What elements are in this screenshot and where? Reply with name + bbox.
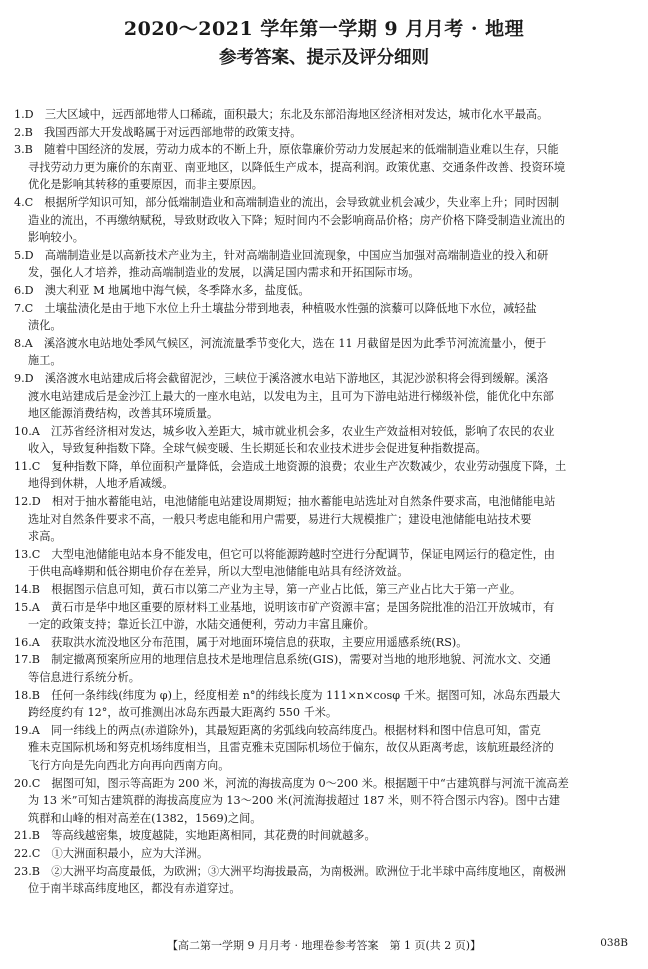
- answer-item: [14, 124, 640, 142]
- answer-item: [14, 458, 640, 493]
- answer-line: 14.B 根据图示信息可知，黄石市以第二产业为主导，第一产业占比低，第三产业占比大于第一产业。: [14, 583, 522, 597]
- answer-line: 飞行方向是先向西北方向再向西南方向。: [28, 758, 230, 772]
- answer-line: 16.A 获取洪水流没地区分布范围，属于对地面环境信息的获取，主要应用遥感系统(RS)。: [14, 635, 468, 649]
- answer-item: [14, 546, 640, 581]
- answer-item: [14, 845, 640, 863]
- answer-line: 等信息进行系统分析。: [28, 671, 140, 684]
- page-footer: 【高二第一学期 9 月月考 · 地理卷参考答案 第 1 页(共 2 页)】: [166, 939, 482, 952]
- answer-item: [14, 827, 640, 845]
- answer-item: [14, 634, 640, 652]
- answer-line: 20.C 据图可知，图示等高距为 200 米，河流的海拔高度为 0～200 米。根据题干中“古建筑群与河流干流高差: [14, 776, 569, 790]
- answer-list: [14, 106, 640, 898]
- answer-item: [14, 194, 640, 247]
- answer-line: 筑群和山峰的相对高差在(1382，1569)之间。: [28, 811, 262, 825]
- answer-line: 10.A 江苏省经济相对发达，城乡收入差距大，城市就业机会多，农业生产效益相对较低，影响了农民的农业: [14, 424, 555, 438]
- answer-line: 17.B 制定撤离预案所应用的地理信息技术是地理信息系统(GIS)，需要对当地的地形地貌、河流水文、交通: [14, 653, 551, 667]
- page-title: 2020～2021 学年第一学期 9 月月考 · 地理: [123, 18, 525, 40]
- document-code: 038B: [600, 937, 628, 949]
- answer-line: 渍化。: [28, 319, 62, 333]
- answer-item: [14, 775, 640, 828]
- answer-line: 收入，导致复种指数下降。全球气候变暖、生长期延长和农业技术进步会促进复种指数提高。: [28, 442, 487, 456]
- answer-item: [14, 581, 640, 599]
- answer-line: 跨经度约有 12°，故可推测出冰岛东西最大距离约 550 千米。: [28, 706, 338, 720]
- answer-item: [14, 722, 640, 775]
- answer-line: 8.A 溪洛渡水电站地处季风气候区，河流流量季节变化大，选在 11 月截留是因为此季节河流流量小，便于: [14, 336, 547, 350]
- answer-line: 渡水电站建成后是金沙江上最大的一座水电站，以发电为主，且可为下游电站进行梯级补偿，能优化中东部: [28, 389, 554, 403]
- answer-line: 2.B 我国西部大开发战略属于对远西部地带的政策支持。: [14, 125, 302, 139]
- answer-line: 11.C 复种指数下降，单位面积产量降低，会造成土地资源的浪费；农业生产次数减少，农业劳动强度下降，土: [14, 459, 567, 473]
- answer-item: [14, 687, 640, 722]
- page-subtitle: 参考答案、提示及评分细则: [219, 48, 429, 68]
- answer-line: 优化是影响其转移的重要原因，而非主要原因。: [28, 178, 263, 192]
- answer-line: 造业的流出，不再缴纳赋税，导致财政收入下降；短时间内不会影响商品价格；房产价格下降受制造业流出的: [28, 213, 566, 227]
- answer-line: 22.C ①大洲面积最小，应为大洋洲。: [14, 846, 209, 860]
- answer-item: [14, 863, 640, 898]
- answer-line: 地得到休耕，人地矛盾减缓。: [28, 477, 174, 491]
- answer-line: 地区能源消费结构，改善其环境质量。: [28, 407, 219, 421]
- answer-line: 位于南半球高纬度地区，都没有赤道穿过。: [28, 882, 241, 896]
- answer-line: 21.B 等高线越密集，坡度越陡，实地距离相同，其花费的时间就越多。: [14, 829, 376, 843]
- answer-line: 18.B 任何一条纬线(纬度为 φ)上，经度相差 n°的纬线长度为 111×n×cosφ 千米。据图可知，冰岛东西最大: [14, 688, 561, 702]
- answer-item: [14, 599, 640, 634]
- answer-item: [14, 493, 640, 546]
- answer-item: [14, 247, 640, 282]
- answer-item: [14, 300, 640, 335]
- answer-line: 1.D 三大区域中，远西部地带人口稀疏，面积最大；东北及东部沿海地区经济相对发达，城市化水平最高。: [14, 108, 549, 121]
- answer-item: [14, 106, 640, 124]
- answer-line: 一定的政策支持；靠近长江中游，水陆交通便利，劳动力丰富且廉价。: [28, 618, 375, 632]
- answer-line: 3.B 随着中国经济的发展，劳动力成本的不断上升，原依靠廉价劳动力发展起来的低端制造业难以生存，只能: [14, 143, 559, 157]
- answer-line: 12.D 相对于抽水蓄能电站，电池储能电站建设周期短；抽水蓄能电站选址对自然条件要求高，电池储能电站: [14, 495, 556, 509]
- answer-item: [14, 335, 640, 370]
- answer-line: 为 13 米”可知古建筑群的海拔高度应为 13～200 米(河流海拔超过 187 米，则不符合图示内容)。图中古建: [28, 794, 561, 808]
- answer-line: 于供电高峰期和低谷期电价存在差异，所以大型电池储能电站具有经济效益。: [28, 565, 409, 579]
- answer-line: 5.D 高端制造业是以高新技术产业为主，针对高端制造业回流现象，中国应当加强对高端制造业的投入和研: [14, 248, 549, 262]
- answer-line: 求高。: [28, 530, 62, 544]
- answer-line: 发，强化人才培养，推动高端制造业的发展，以满足国内需求和开拓国际市场。: [28, 266, 420, 280]
- answer-item: [14, 370, 640, 423]
- answer-line: 影响较小。: [28, 231, 84, 245]
- answer-line: 选址对自然条件要求不高，一般只考虑电能和用户需要，易进行大规模推广；建设电池储能电站技术要: [28, 512, 532, 526]
- answer-item: [14, 423, 640, 458]
- answer-line: 寻找劳动力更为廉价的东南亚、南亚地区，以降低生产成本，提高利润。政策优惠、交通条件改善、投资环境: [28, 160, 566, 174]
- answer-line: 7.C 土壤盐渍化是由于地下水位上升土壤盐分带到地表，种植吸水性强的滨藜可以降低地下水位，减轻盐: [14, 301, 537, 315]
- answer-line: 施工。: [28, 354, 62, 368]
- answer-item: [14, 141, 640, 194]
- answer-line: 13.C 大型电池储能电站本身不能发电，但它可以将能源跨越时空进行分配调节，保证电网运行的稳定性，由: [14, 547, 555, 561]
- answer-line: 6.D 澳大利亚 M 地属地中海气候，冬季降水多，盐度低。: [14, 283, 310, 297]
- answer-line: 23.B ②大洲平均高度最低，为欧洲；③大洲平均海拔最高，为南极洲。欧洲位于北半球中高纬度地区，南极洲: [14, 864, 566, 878]
- answer-item: [14, 282, 640, 300]
- answer-line: 4.C 根据所学知识可知，部分低端制造业和高端制造业的流出，会导致就业机会减少，失业率上升；同时因制: [14, 195, 560, 209]
- answer-line: 15.A 黄石市是华中地区重要的原材料工业基地，说明该市矿产资源丰富；是国务院批准的沿江开放城市，有: [14, 600, 555, 614]
- answer-line: 9.D 溪洛渡水电站建成后将会截留泥沙，三峡位于溪洛渡水电站下游地区，其泥沙淤积将会得到缓解。溪洛: [14, 371, 549, 385]
- answer-line: 雅未克国际机场和努克机场纬度相当，且雷克雅未克国际机场位于偏东，故仅从距离考虑，该航班最经济的: [28, 741, 554, 755]
- answer-item: [14, 651, 640, 686]
- answer-line: 19.A 同一纬线上的两点(赤道除外)，其最短距离的劣弧线向较高纬度凸。根据材料和图中信息可知，雷克: [14, 723, 541, 737]
